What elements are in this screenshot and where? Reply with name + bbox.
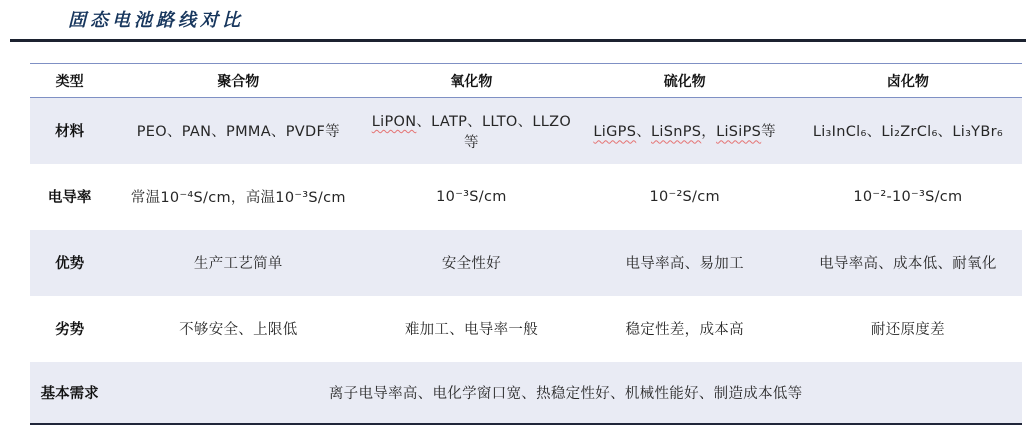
row-label: 基本需求 — [30, 362, 109, 424]
misspelled-term: LiGPS — [593, 124, 637, 141]
column-header: 聚合物 — [109, 64, 367, 98]
row-label: 劣势 — [55, 322, 85, 338]
table-cell: Li₃InCl₆、Li₂ZrCl₆、Li₃YBr₆ — [812, 124, 1003, 141]
table-cell: 耐还原度差 — [870, 322, 945, 338]
table-cell: PEO、PAN、PMMA、PVDF等 — [136, 124, 340, 141]
table-cell: 电导率高、成本低、耐氧化 — [819, 256, 997, 272]
table-cell: 生产工艺简单 — [193, 256, 283, 272]
table-header — [30, 64, 1022, 98]
column-header: 卤化物 — [794, 64, 1022, 98]
table-cell: 安全性好 — [441, 256, 502, 272]
misspelled-term: LiSiPS — [716, 124, 762, 141]
misspelled-term: LiPON — [371, 113, 417, 130]
column-header: 氧化物 — [367, 64, 575, 98]
table-cell: 不够安全、上限低 — [179, 322, 298, 338]
table-cell: 常温10⁻⁴S/cm，高温10⁻³S/cm — [130, 190, 346, 206]
table-row — [30, 296, 1022, 362]
table-cell: 稳定性差，成本高 — [625, 322, 744, 338]
misspelled-term: LiSnPS — [651, 124, 702, 141]
row-label: 电导率 — [47, 190, 92, 206]
table-cell: LiPON、LATP、LLTO、LLZO等 — [371, 113, 572, 151]
table-body — [30, 98, 1022, 424]
table-row — [30, 98, 1022, 164]
header-row — [30, 64, 1022, 98]
table-cell: 难加工、电导率一般 — [404, 322, 539, 338]
table-cell: 离子电导率高、电化学窗口宽、热稳定性好、机械性能好、制造成本低等 — [109, 362, 1022, 424]
page-title: 固态电池路线对比 — [68, 10, 244, 31]
table-cell: 10⁻²-10⁻³S/cm — [853, 188, 963, 205]
table-cell: 电导率高、易加工 — [625, 256, 744, 272]
table-cell: 10⁻²S/cm — [649, 188, 720, 205]
table-row — [30, 164, 1022, 230]
title-divider — [10, 39, 1026, 42]
row-label: 材料 — [55, 124, 85, 141]
table-row — [30, 230, 1022, 296]
table-cell: LiGPS、LiSnPS，LiSiPS等 — [593, 124, 776, 141]
table-cell: 10⁻³S/cm — [436, 188, 507, 205]
row-label: 优势 — [55, 256, 85, 272]
solid-state-battery-comparison-table — [30, 63, 1022, 425]
column-header: 类型 — [30, 64, 109, 98]
table-row — [30, 362, 1022, 424]
column-header: 硫化物 — [576, 64, 794, 98]
